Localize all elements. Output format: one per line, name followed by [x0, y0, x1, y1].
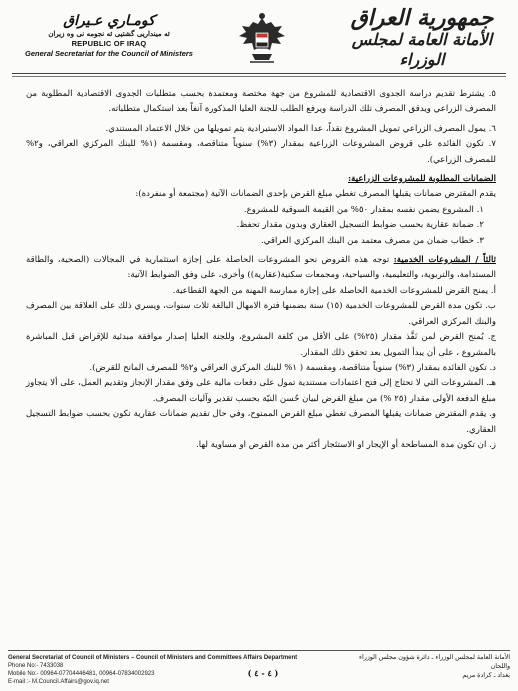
letterhead-secretariat: الأمانة العامة لمجلس الوزراء: [351, 30, 493, 69]
letterhead-kurdish-english: [14, 13, 204, 59]
services-heading: ثالثاً / المشروعات الخدمية:: [393, 255, 496, 266]
footer-department-arabic: الأمانة العامة لمجلس الوزراء ـ دائرة شؤون مجلس الوزراء واللجان: [359, 654, 510, 670]
footer-phone: Phone No:- 7433038: [8, 663, 64, 669]
guarantees-intro: يقدم المقترض ضمانات يقبلها المصرف تغطي مبلغ القرض بإحدى الضمانات الآتية (مجتمعة أو منفردة):: [135, 189, 496, 200]
document-body: [26, 87, 496, 453]
iraq-eagle-emblem-icon: [232, 10, 292, 70]
guarantee-1: ١. المشروع يضمن نفسه بمقدار ٥٠% من القيمة السوقية للمشروع.: [243, 204, 484, 215]
footer-mobile: Mobile No:- 00964-07704446481, 00964-07834002923: [8, 671, 155, 677]
letterhead-english-republic: REPUBLIC OF IRAQ: [71, 39, 147, 48]
letterhead-kurdish-title: كومـاري عـيراق: [63, 13, 155, 29]
item-7: ٧. تكون الفائدة على قروض المشروعات الزراعية بمقدار (٣%) سنوياً متناقصة، ومقسمة (١% للبنك المركزي العراقي، و٢% للمصرف الزراعي).: [26, 139, 496, 165]
footer-address: بغداد ـ كرادة مريم: [462, 672, 510, 679]
service-rule-a: أ. يمنح القرض للمشروعات الخدمية الحاصلة على إجازة ممارسة المهنة من الجهة القطاعية.: [172, 285, 496, 296]
service-rule-d: د. تكون الفائدة بمقدار (٣%) سنوياً متناقصة، ومقسمة ( ١% للبنك المركزي العراقي و٢% للمصرف المانح للقرض).: [89, 362, 496, 373]
footer-contact-arabic: [340, 653, 510, 680]
item-5: ٥. يشترط تقديم دراسة الجدوى الاقتصادية للمشروع من جهة مختصة ومعتمدة بحسب متطلبات الجدوى الاقتصادية المطلوبة من المصرف الزراعي ويدقق المصرف تلك الدراسة ويرفع الطلب للجنة العليا المذكورة آنفاً بعد استكمال متطلباته.: [26, 89, 496, 115]
service-rule-b: ب. تكون مدة القرض للمشروعات الخدمية (١٥) سنة بضمنها فترة الامهال البالغة ثلاث سنوات، ويسري ذلك على العلاقة بين المصرف والبنك المركزي العراقي.: [26, 301, 496, 327]
services-heading-text: توجه هذه القروض نحو المشروعات الحاصلة على إجازة استثمارية في المجالات (الصحية، والطاقة المستدامة، والتربوية، والتعليمية، والسياحية، ومجمعات سكنية(عقارية)) وأخرى، على وفق الضوابط الآتية:: [26, 255, 496, 281]
footer-department: General Secretariat of Council of Ministers – Council of Ministers and Committees Affairs Department: [8, 655, 298, 661]
footer-contact-english: [8, 654, 338, 686]
service-rule-e: هـ. المشروعات التي لا تحتاج إلى فتح اعتمادات مستندية تمول على دفعات مالية على وفق مقدار الإنجاز وتقديم العمل، على ألا يتجاوز مبلغ الدفعة الأولى مقدار (٢٥ %) من مبلغ القرض لبيان حُسن النيّة بحسب تقدير وآليات المصرف.: [26, 378, 496, 404]
guarantee-2: ٢. ضمانة عقارية بحسب ضوابط التسجيل العقاري وبدون مقدار تحفظ.: [236, 220, 484, 231]
header-divider: [12, 73, 506, 74]
service-rule-c: ج. يُمنح القرض لمن نَفَّذ مقدار (٢٥%) على الأقل من كلفة المشروع، وللجنة العليا إصدار موافقة مبدئية للإقراض قبل المباشرة بالمشروع ، على أن يبدأ التمويل بعد تحقق ذلك المقدار.: [26, 332, 496, 358]
footer-email: E-mail :- M.Council.Affairs@gov.iq.net: [8, 679, 109, 685]
service-rule-f: و. يقدم المقترض ضمانات يقبلها المصرف تغطي مبلغ القرض الممنوح، وفي حال تقديم ضمانات عقارية تكون بحسب ضوابط التسجيل العقاري.: [26, 409, 496, 435]
services-paragraph: [26, 253, 496, 284]
letterhead-kurdish-subtitle: ئه مینداریی گشتیی ئه نجومه نی وه زیران: [48, 29, 170, 38]
letterhead-english-secretariat: General Secretariat for the Council of Ministers: [25, 49, 193, 58]
letterhead-arabic: [336, 6, 508, 70]
header-divider-thin: [12, 76, 506, 77]
item-6: ٦. يمول المصرف الزراعي تمويل المشروع نقداً، عدا المواد الاستيرادية يتم تمويلها من خلال الاعتماد المستندي.: [105, 123, 496, 134]
letterhead-republic: جمهورية العراق: [350, 5, 494, 31]
page-number: ( ٤ - ٤ ): [247, 668, 279, 678]
service-rule-g: ز. ان تكون مدة المساطحة أو الإيجار او الاستئجار أكثر من مدة القرض او مساوية لها.: [196, 439, 496, 450]
guarantee-3: ٣. خطاب ضمان من مصرف معتمد من البنك المركزي العراقي.: [260, 235, 484, 246]
guarantees-heading: الضمانات المطلوبة للمشروعات الزراعية:: [347, 174, 496, 185]
footer-divider: [8, 650, 510, 651]
